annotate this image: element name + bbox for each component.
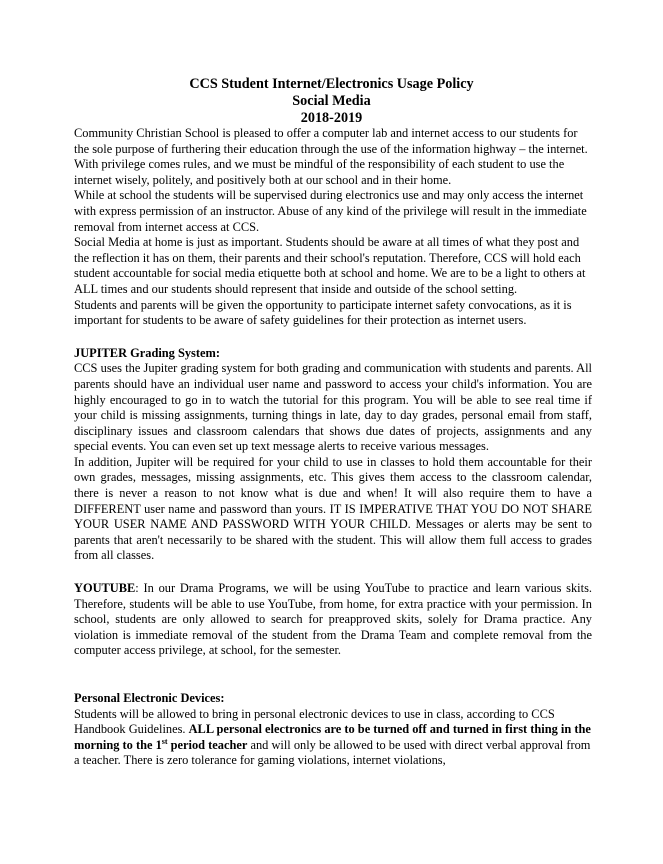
spacer xyxy=(74,564,592,581)
intro-paragraph-4: Students and parents will be given the opportunity to participate internet safety convocations, as it is important for students to be aware of safety guidelines for their protection as internet users. xyxy=(74,297,572,328)
devices-paragraph xyxy=(74,707,592,769)
youtube-text: : In our Drama Programs, we will be using YouTube to practice and learn various skits. Therefore, students will be able to use YouTube, from home, for extra practice with your permission. In school, students are only allowed to search for preapproved skits, solely for Drama practice. Any violation is immediate removal of the student from the Drama Team and complete removal from the computer access privilege, at school, for the semester. xyxy=(74,581,592,658)
jupiter-paragraph-1: CCS uses the Jupiter grading system for both grading and communication with students and parents. All parents should have an individual user name and password to access your child's information. You are highly encouraged to go in to watch the tutorial for this program. You will be able to see real time if your child is missing assignments, turning things in late, day to day grades, personal email from staff, disciplinary issues and classroom calendars that shows due dates of projects, assignments and any special events. You can even set up text message alerts to receive various messages. xyxy=(74,361,592,454)
intro-paragraph-1: Community Christian School is pleased to offer a computer lab and internet access to our students for the sole purpose of furthering their education through the use of the information highway – the internet. With privilege comes rules, and we must be mindful of the responsibility of each student to use the internet wisely, politely, and positively both at our school and in their home. xyxy=(74,126,588,187)
intro-paragraph-2: While at school the students will be supervised during electronics use and may only access the internet with express permission of an instructor. Abuse of any kind of the privilege will result in the immediate removal from internet access at CCS. xyxy=(74,188,587,234)
spacer xyxy=(74,659,592,691)
title-line-3: 2018-2019 xyxy=(300,110,363,126)
devices-bold-part: ALL personal electronics are to be turned off and turned in first thing in the morning to the 1 xyxy=(74,722,591,752)
title-line-1: CCS Student Internet/Electronics Usage Policy xyxy=(189,76,474,92)
devices-bold-sup: st xyxy=(161,736,168,746)
devices-bold-after: period teacher xyxy=(167,737,248,752)
jupiter-paragraph-2: In addition, Jupiter will be required for your child to use in classes to hold them accountable for their own grades, messages, missing assignments, etc. This gives them access to the classroom calendar, there is never a reason to not know what is due and when! It will also require them to have a DIFFERENT user name and password than yours. IT IS IMPERATIVE THAT YOU DO NOT SHARE YOUR USER NAME AND PASSWORD WITH YOUR CHILD. Messages or alerts may be sent to parents that aren't necessarily to be shared with the student. This will allow them full access to grades from all classes. xyxy=(74,454,592,563)
jupiter-heading: JUPITER Grading System: xyxy=(74,345,220,360)
title-line-2: Social Media xyxy=(292,93,371,109)
youtube-heading: YOUTUBE xyxy=(74,581,136,596)
document-body xyxy=(74,126,592,769)
devices-text-after: and will only be allowed to be used with direct verbal approval from a teacher. There is zero tolerance for gaming violations, internet violations, xyxy=(74,737,591,768)
spacer xyxy=(74,329,592,346)
devices-heading: Personal Electronic Devices: xyxy=(74,691,225,705)
intro-paragraph-3: Social Media at home is just as important. Students should be aware at all times of what they post and the reflection it has on them, their parents and their school's reputation. Therefore, CCS will hold each student accountable for social media etiquette both at school and home. We are to be a light to others at ALL times and our students should represent that inside and outside of the school setting. xyxy=(74,235,586,296)
youtube-paragraph xyxy=(74,581,592,659)
document-title xyxy=(0,76,663,127)
devices-text-before: Students will be allowed to bring in personal electronic devices to use in class, according to CCS Handbook Guidelines. xyxy=(74,706,555,737)
